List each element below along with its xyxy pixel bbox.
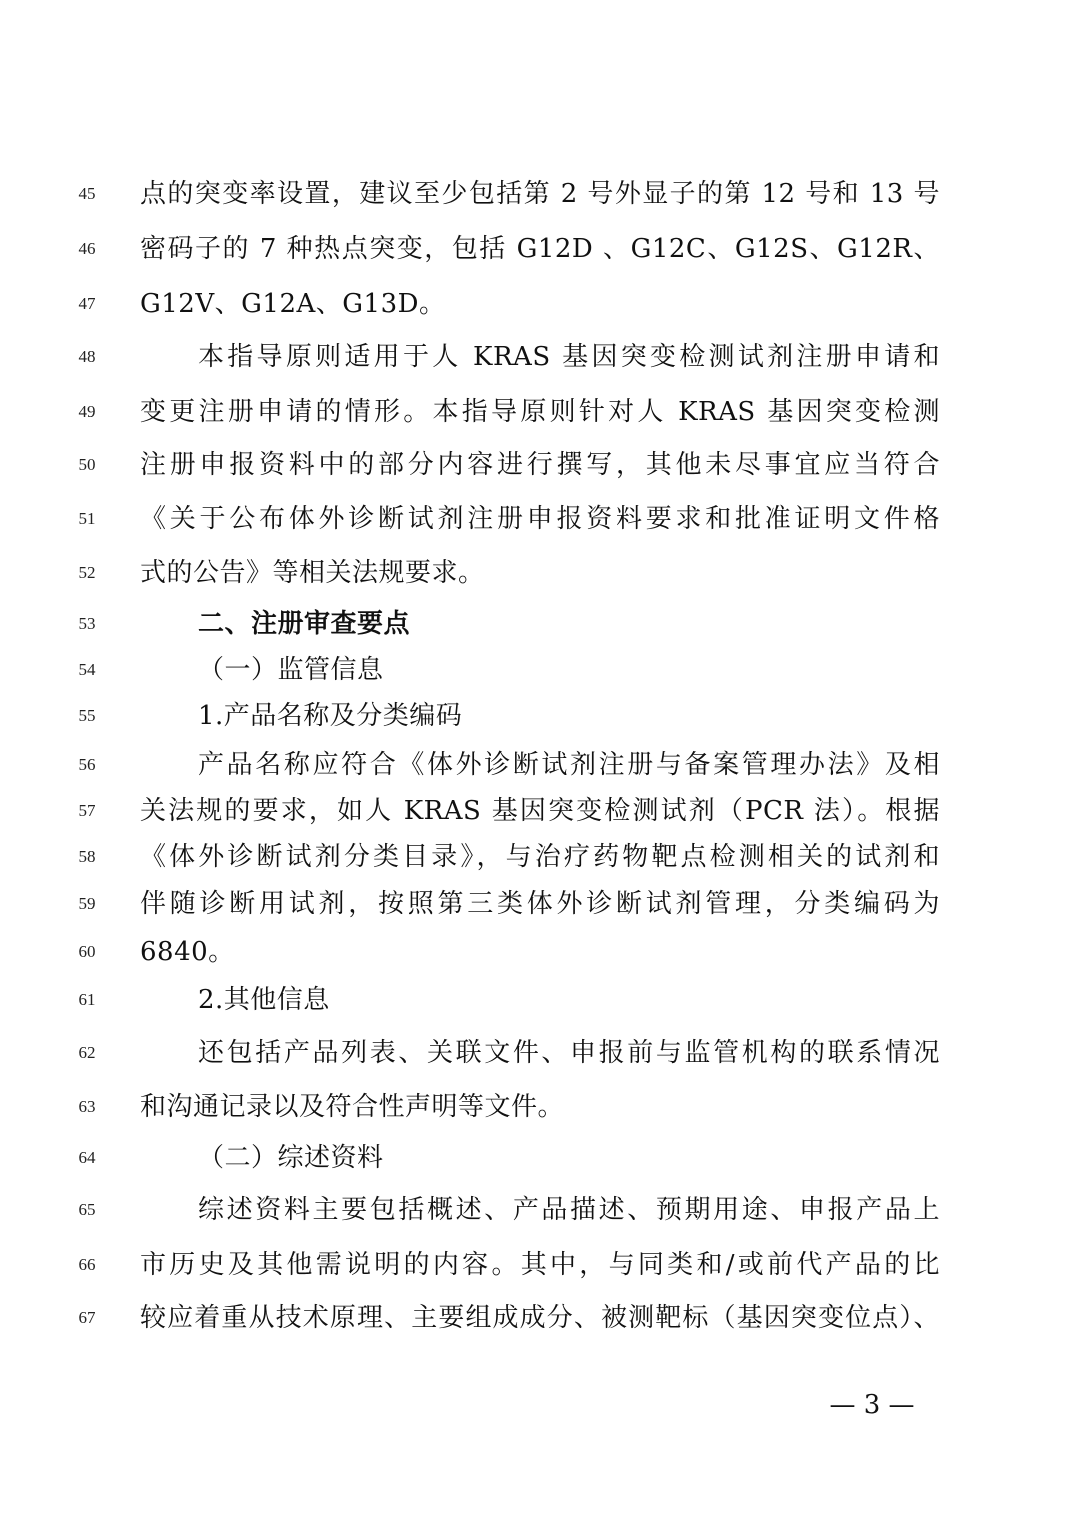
- line-text: 较应着重从技术原理、主要组成成分、被测靶标（基因突变位点）、: [140, 1303, 940, 1333]
- line-text: 式的公告》等相关法规要求。: [140, 558, 485, 588]
- text-line: [0, 1031, 1080, 1075]
- line-text: 本指导原则适用于人 KRAS 基因突变检测试剂注册申请和: [198, 342, 940, 372]
- line-text: 关法规的要求，如人 KRAS 基因突变检测试剂（PCR 法）。根据: [140, 796, 940, 826]
- item-heading: [0, 694, 1080, 738]
- line-text: 伴随诊断用试剂，按照第三类体外诊断试剂管理，分类编码为: [140, 889, 940, 919]
- line-text: 变更注册申请的情形。本指导原则针对人 KRAS 基因突变检测: [140, 397, 940, 427]
- line-number: 64: [78, 1148, 96, 1167]
- line-text: 和沟通记录以及符合性声明等文件。: [140, 1092, 565, 1122]
- line-number: 65: [78, 1200, 96, 1219]
- page-number: — 3 —: [829, 1390, 915, 1420]
- line-number: 51: [78, 509, 96, 528]
- line-number: 47: [78, 294, 96, 313]
- line-number: 62: [78, 1043, 96, 1062]
- line-number: 66: [78, 1255, 96, 1274]
- line-text: 注册申报资料中的部分内容进行撰写，其他未尽事宜应当符合: [140, 450, 940, 480]
- line-text: 《关于公布体外诊断试剂注册申报资料要求和批准证明文件格: [140, 504, 940, 534]
- section-heading: [0, 602, 1080, 646]
- line-number: 56: [78, 755, 96, 774]
- line-text: 市历史及其他需说明的内容。其中，与同类和/或前代产品的比: [140, 1250, 940, 1280]
- line-text: G12V、G12A、G13D。: [140, 289, 446, 319]
- line-number: 59: [78, 894, 96, 913]
- line-number: 49: [78, 402, 96, 421]
- text-line: [0, 1296, 1080, 1340]
- text-line: [0, 1243, 1080, 1287]
- text-line: [0, 282, 1080, 326]
- line-number: 63: [78, 1097, 96, 1116]
- item-heading: [0, 978, 1080, 1022]
- text-line: [0, 390, 1080, 434]
- text-line: [0, 172, 1080, 216]
- text-line: [0, 1085, 1080, 1129]
- subsection-heading: [0, 648, 1080, 692]
- text-line: [0, 743, 1080, 787]
- line-text: 《体外诊断试剂分类目录》，与治疗药物靶点检测相关的试剂和: [140, 842, 940, 872]
- section-heading-text: 二、注册审查要点: [198, 609, 411, 639]
- line-number: 60: [78, 942, 96, 961]
- text-line: [0, 789, 1080, 833]
- line-text: 产品名称应符合《体外诊断试剂注册与备案管理办法》及相: [198, 750, 940, 780]
- line-number: 46: [78, 239, 96, 258]
- line-text: 综述资料主要包括概述、产品描述、预期用途、申报产品上: [198, 1195, 940, 1225]
- text-line: [0, 227, 1080, 271]
- line-number: 54: [78, 660, 96, 679]
- subsection-heading-text: （二）综述资料: [198, 1143, 384, 1173]
- line-text: 6840。: [140, 937, 235, 967]
- line-text: 点的突变率设置，建议至少包括第 2 号外显子的第 12 号和 13 号: [140, 179, 940, 209]
- text-line: [0, 835, 1080, 879]
- item-heading-text: 2.其他信息: [198, 985, 330, 1015]
- line-number: 58: [78, 847, 96, 866]
- item-heading-text: 1.产品名称及分类编码: [198, 701, 463, 731]
- line-number: 48: [78, 347, 96, 366]
- line-number: 57: [78, 801, 96, 820]
- line-number: 52: [78, 563, 96, 582]
- text-line: [0, 1188, 1080, 1232]
- text-line: [0, 882, 1080, 926]
- line-number: 53: [78, 614, 96, 633]
- text-line: [0, 443, 1080, 487]
- subsection-heading: [0, 1136, 1080, 1180]
- line-number: 67: [78, 1308, 96, 1327]
- text-line: [0, 335, 1080, 379]
- line-number: 45: [78, 184, 96, 203]
- line-number: 61: [78, 990, 96, 1009]
- line-text: 密码子的 7 种热点突变，包括 G12D 、G12C、G12S、G12R、: [140, 234, 940, 264]
- line-number: 50: [78, 455, 96, 474]
- text-line: [0, 497, 1080, 541]
- text-line: [0, 551, 1080, 595]
- line-number: 55: [78, 706, 96, 725]
- line-text: 还包括产品列表、关联文件、申报前与监管机构的联系情况: [198, 1038, 940, 1068]
- text-line: [0, 930, 1080, 974]
- subsection-heading-text: （一）监管信息: [198, 655, 384, 685]
